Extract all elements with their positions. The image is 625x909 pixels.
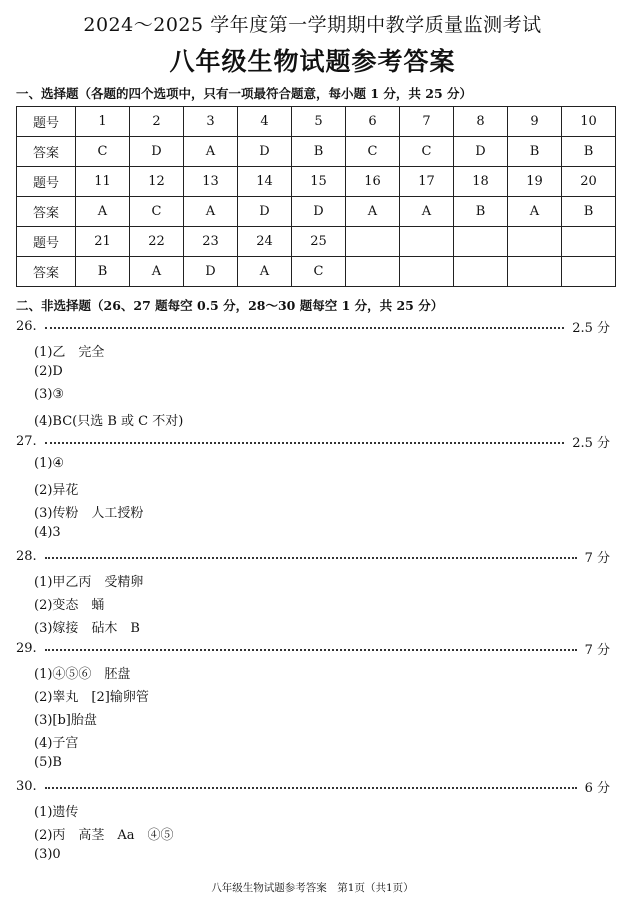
answer-line: (3)[b]胎盘: [34, 713, 97, 728]
table-cell: D: [238, 197, 292, 227]
question-number: 26.: [16, 318, 37, 334]
question-number: 27.: [16, 433, 37, 449]
table-cell: 20: [562, 167, 616, 197]
dotted-leader: [45, 327, 565, 329]
answer-line: (2)睾丸 [2]输卵管: [34, 690, 149, 705]
table-cell: A: [238, 257, 292, 287]
table-cell: A: [184, 137, 238, 167]
dotted-leader: [45, 442, 565, 444]
table-row: [17, 167, 616, 197]
table-cell: 10: [562, 107, 616, 137]
table-cell: 7: [400, 107, 454, 137]
table-cell: [562, 227, 616, 257]
table-cell: [508, 227, 562, 257]
table-cell: 15: [292, 167, 346, 197]
row-label: 题号: [17, 167, 76, 197]
table-cell: 8: [454, 107, 508, 137]
answer-line: (2)丙 高茎 Aa ④⑤: [34, 828, 174, 843]
table-cell: A: [184, 197, 238, 227]
table-cell: C: [292, 257, 346, 287]
table-cell: [562, 257, 616, 287]
table-cell: [400, 227, 454, 257]
table-cell: 16: [346, 167, 400, 197]
table-cell: B: [562, 197, 616, 227]
page-title: 八年级生物试题参考答案: [169, 47, 456, 76]
exam-title: 2024～2025 学年度第一学期期中教学质量监测考试: [83, 14, 542, 36]
row-label: 题号: [17, 227, 76, 257]
table-cell: A: [130, 257, 184, 287]
table-cell: C: [346, 137, 400, 167]
table-cell: 3: [184, 107, 238, 137]
dotted-leader: [45, 557, 577, 559]
table-cell: 4: [238, 107, 292, 137]
question-number: 30.: [16, 778, 37, 794]
answer-line: (1)甲乙丙 受精卵: [34, 575, 144, 590]
table-cell: B: [76, 257, 130, 287]
table-row: [17, 197, 616, 227]
question-score: 7 分: [584, 642, 610, 658]
question-score: 6 分: [584, 780, 610, 796]
table-cell: D: [238, 137, 292, 167]
table-cell: C: [130, 197, 184, 227]
table-cell: B: [508, 137, 562, 167]
page-footer: 八年级生物试题参考答案 第1页（共1页）: [211, 882, 414, 894]
dotted-leader: [45, 649, 577, 651]
answer-line: (4)子宫: [34, 736, 79, 751]
dotted-leader: [45, 787, 577, 789]
table-cell: B: [562, 137, 616, 167]
section1-heading: 一、选择题（各题的四个选项中，只有一项最符合题意，每小题 1 分，共 25 分）: [16, 86, 473, 101]
table-cell: 19: [508, 167, 562, 197]
table-cell: [346, 257, 400, 287]
table-cell: A: [76, 197, 130, 227]
answer-line: (3)③: [34, 387, 65, 402]
question-header: [16, 432, 610, 450]
answer-line: (5)B: [34, 755, 62, 770]
table-cell: 9: [508, 107, 562, 137]
table-cell: 2: [130, 107, 184, 137]
question-score: 7 分: [584, 550, 610, 566]
table-cell: 25: [292, 227, 346, 257]
answer-line: (3)嫁接 砧木 B: [34, 621, 140, 636]
table-cell: C: [400, 137, 454, 167]
table-cell: [454, 257, 508, 287]
table-cell: 6: [346, 107, 400, 137]
table-cell: 11: [76, 167, 130, 197]
table-cell: [454, 227, 508, 257]
answer-line: (2)变态 蛹: [34, 598, 105, 613]
row-label: 答案: [17, 197, 76, 227]
table-cell: B: [292, 137, 346, 167]
question-score: 2.5 分: [572, 435, 610, 451]
table-cell: [400, 257, 454, 287]
table-cell: C: [76, 137, 130, 167]
table-cell: A: [346, 197, 400, 227]
table-cell: 23: [184, 227, 238, 257]
answer-line: (3)传粉 人工授粉: [34, 506, 144, 521]
question-number: 29.: [16, 640, 37, 656]
question-header: [16, 777, 610, 795]
table-cell: 14: [238, 167, 292, 197]
table-cell: 1: [76, 107, 130, 137]
table-cell: A: [508, 197, 562, 227]
section2-heading: 二、非选择题（26、27 题每空 0.5 分，28～30 题每空 1 分，共 25 分）: [16, 298, 444, 313]
table-row: [17, 227, 616, 257]
answer-line: (1)乙 完全: [34, 345, 105, 360]
question-header: [16, 317, 610, 335]
answer-line: (2)异花: [34, 483, 79, 498]
answer-line: (3)0: [34, 847, 61, 862]
answer-line: (4)3: [34, 525, 61, 540]
answer-line: (2)D: [34, 364, 63, 379]
table-cell: D: [130, 137, 184, 167]
table-cell: [346, 227, 400, 257]
table-cell: 5: [292, 107, 346, 137]
table-row: [17, 137, 616, 167]
table-cell: D: [292, 197, 346, 227]
table-cell: B: [454, 197, 508, 227]
answer-line: (4)BC(只选 B 或 C 不对): [34, 414, 184, 429]
question-number: 28.: [16, 548, 37, 564]
answer-line: (1)遗传: [34, 805, 79, 820]
answer-table: [16, 106, 616, 287]
table-cell: 21: [76, 227, 130, 257]
row-label: 答案: [17, 137, 76, 167]
answer-line: (1)④: [34, 456, 65, 471]
table-cell: 17: [400, 167, 454, 197]
answer-line: (1)④⑤⑥ 胚盘: [34, 667, 131, 682]
question-header: [16, 639, 610, 657]
table-cell: A: [400, 197, 454, 227]
row-label: 答案: [17, 257, 76, 287]
table-cell: 13: [184, 167, 238, 197]
table-cell: 24: [238, 227, 292, 257]
table-row: [17, 107, 616, 137]
table-row: [17, 257, 616, 287]
table-cell: [508, 257, 562, 287]
table-cell: 12: [130, 167, 184, 197]
table-cell: 18: [454, 167, 508, 197]
question-score: 2.5 分: [572, 320, 610, 336]
row-label: 题号: [17, 107, 76, 137]
table-cell: 22: [130, 227, 184, 257]
table-cell: D: [454, 137, 508, 167]
table-cell: D: [184, 257, 238, 287]
question-header: [16, 547, 610, 565]
